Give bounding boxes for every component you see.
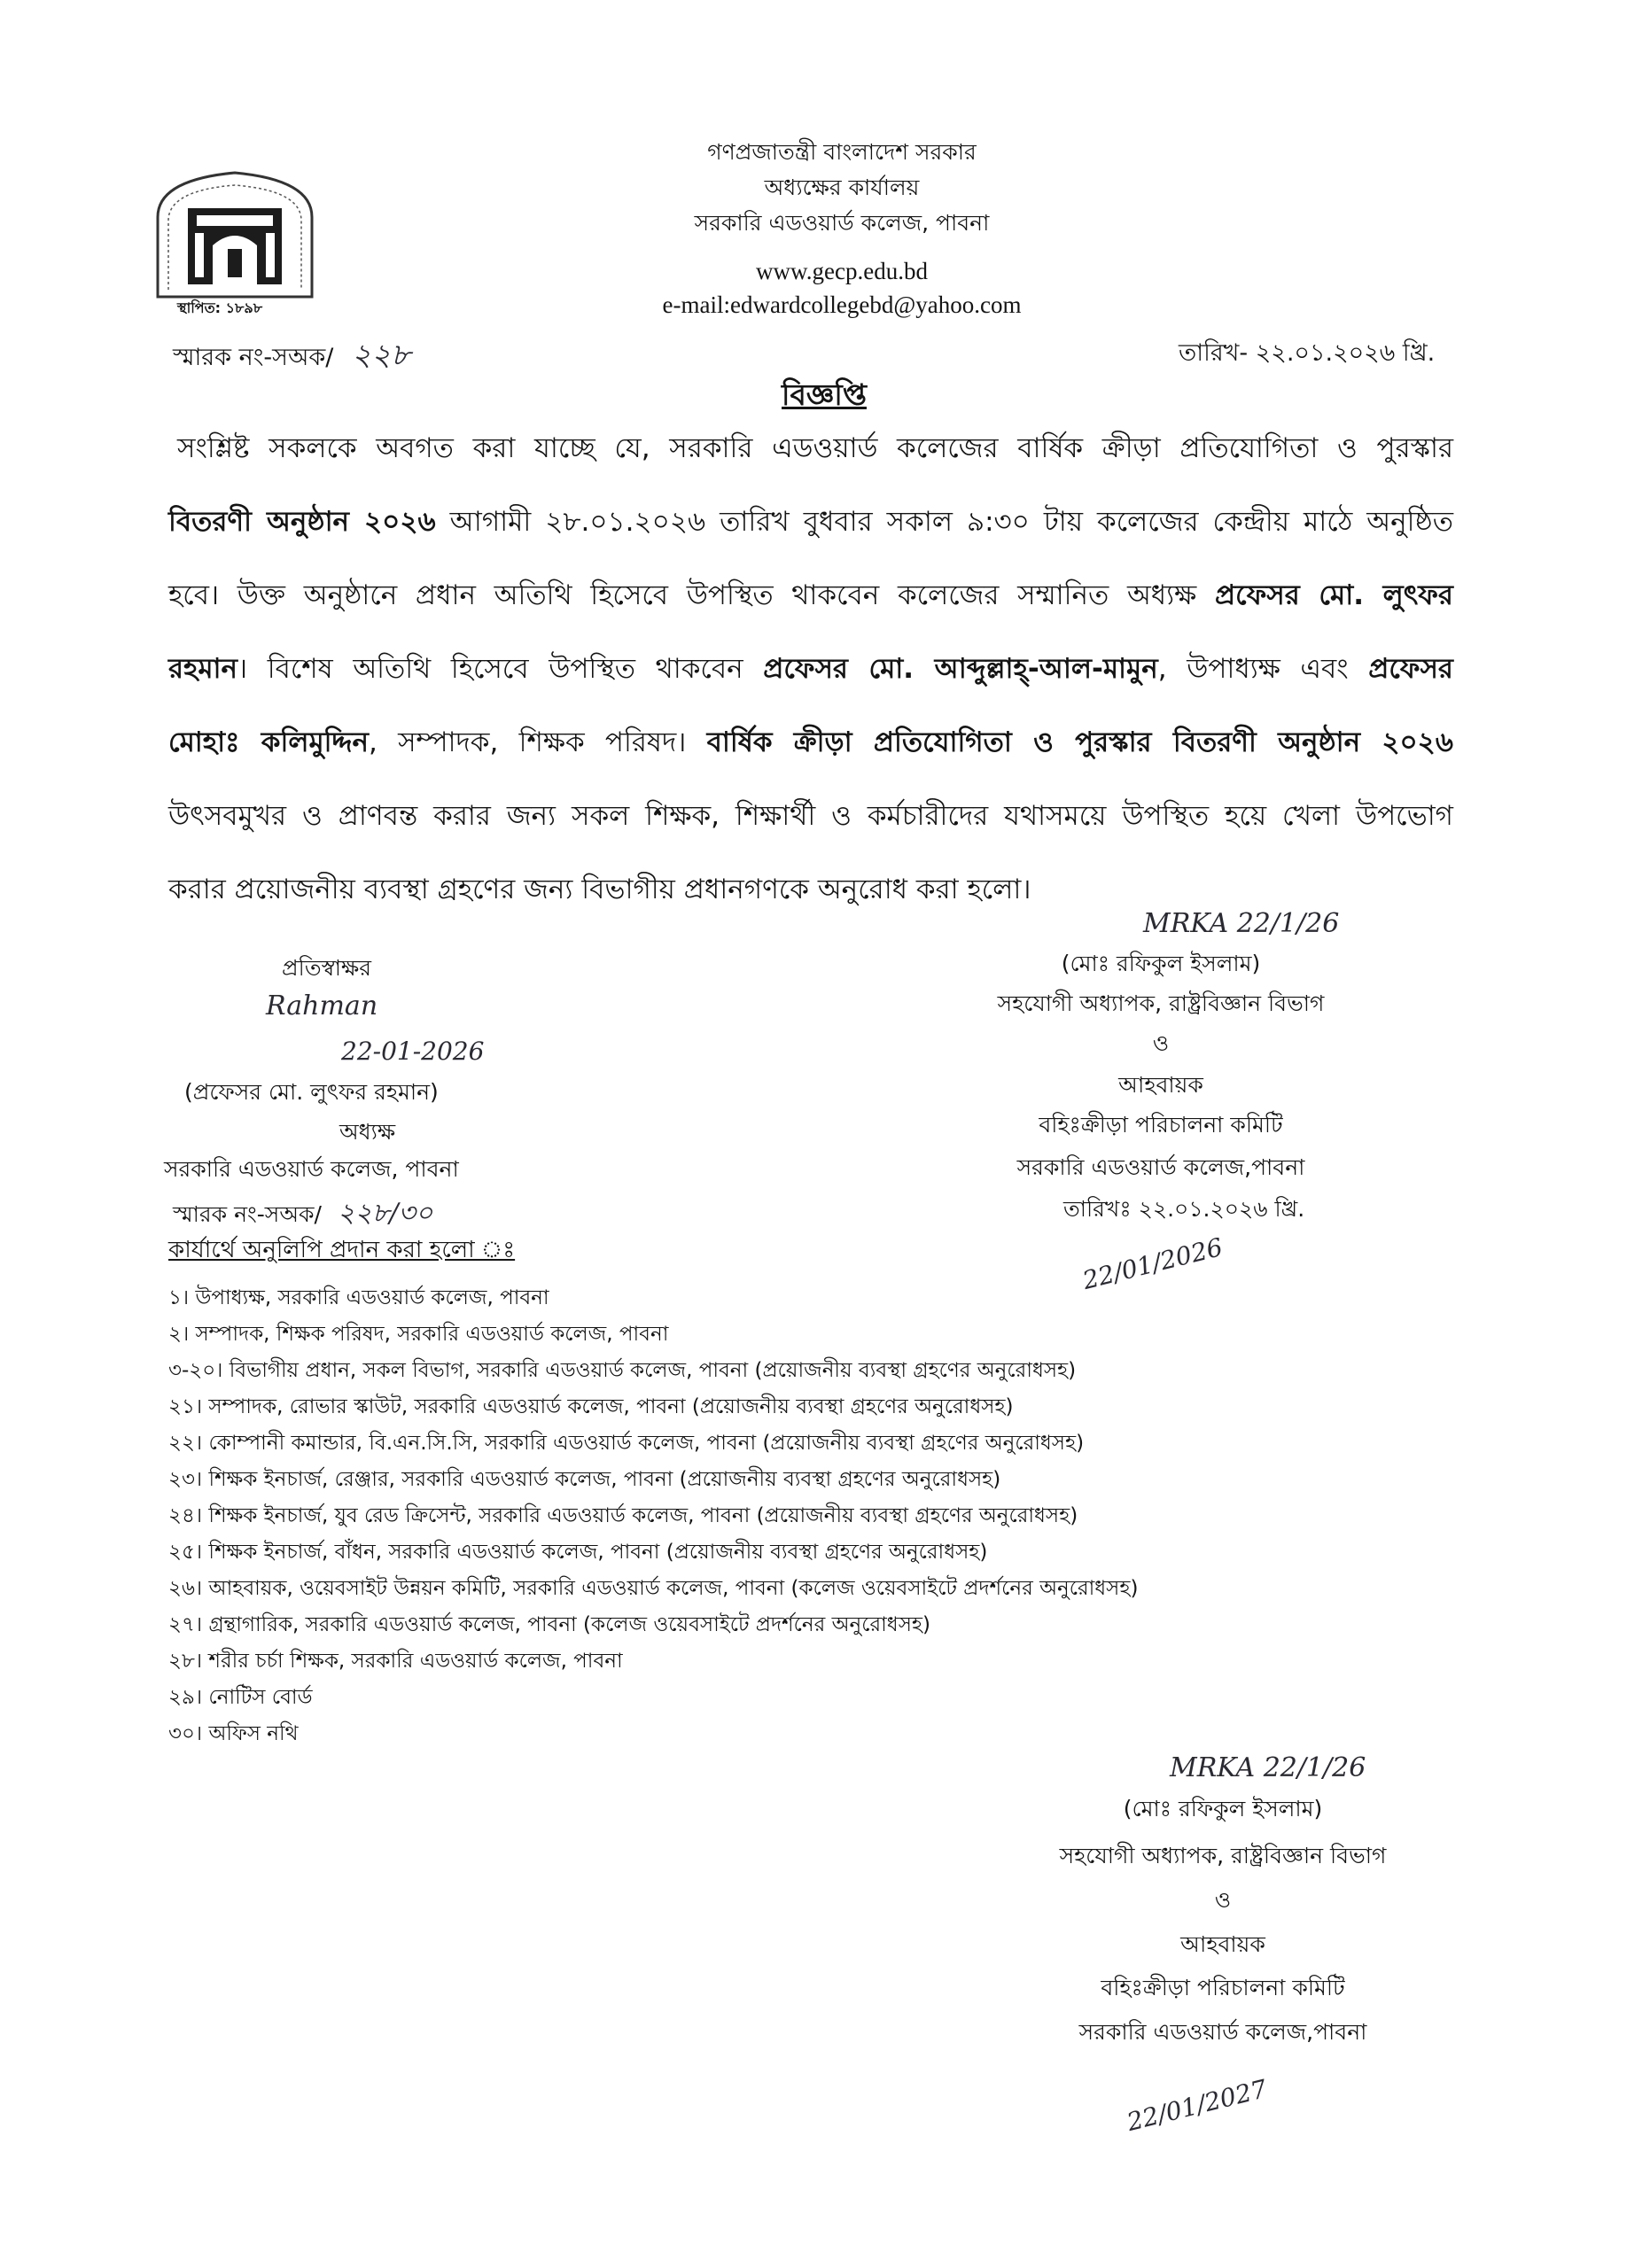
convener-hand-date: 22/01/2026 — [1079, 1231, 1226, 1296]
event-name: বিতরণী অনুষ্ঠান ২০২৬ — [168, 506, 436, 538]
copy-memo-number: ২২৮/৩০ — [337, 1198, 433, 1229]
body-line-2 — [168, 501, 1453, 547]
copy-item-6: ২৩। শিক্ষক ইনচার্জ, রেঞ্জার, সরকারি এডওয়ার্ড কলেজ, পাবনা (প্রয়োজনীয় ব্যবস্থা গ্রহণের অনুরোধসহ) — [168, 1468, 1001, 1491]
header-line-1: গণপ্রজাতন্ত্রী বাংলাদেশ সরকার — [707, 139, 977, 165]
convener-signature-2: MRKA 22/1/26 — [1170, 1752, 1366, 1783]
memo-line — [173, 332, 410, 383]
copy-item-3: ৩-২০। বিভাগীয় প্রধান, সকল বিভাগ, সরকারি এডওয়ার্ড কলেজ, পাবনা (প্রয়োজনীয় ব্যবস্থা গ্রহণের অনুরোধসহ) — [168, 1359, 1077, 1382]
copy-item-11: ২৮। শরীর চর্চা শিক্ষক, সরকারি এডওয়ার্ড কলেজ, পাবনা — [168, 1650, 623, 1673]
memo-number: ২২৮ — [351, 338, 411, 373]
copy-item-2: ২। সম্পাদক, শিক্ষক পরিষদ, সরকারি এডওয়ার্ড কলেজ, পাবনা — [168, 1323, 669, 1346]
memo-label: স্মারক নং-সঅক/ — [173, 344, 334, 371]
special-guest-2-part2: মোহাঃ কলিমুদ্দিন — [168, 726, 369, 758]
principal-title: অধ্যক্ষ — [339, 1119, 396, 1145]
copy-memo-label: স্মারক নং-সঅক/ — [173, 1201, 322, 1227]
body-line-1 — [168, 427, 1453, 473]
copy-item-10: ২৭। গ্রন্থাগারিক, সরকারি এডওয়ার্ড কলেজ, পাবনা (কলেজ ওয়েবসাইটে প্রদর্শনের অনুরোধসহ) — [168, 1613, 930, 1636]
event-name-repeat: বার্ষিক ক্রীড়া প্রতিযোগিতা ও পুরস্কার বিতরণী অনুষ্ঠান ২০২৬ — [706, 726, 1453, 758]
principal-signature-text: Rahman — [266, 990, 378, 1021]
convener-and: ও — [1152, 1030, 1170, 1056]
chief-guest-name-part2: রহমান — [168, 653, 238, 685]
copy-item-9: ২৬। আহবায়ক, ওয়েবসাইট উন্নয়ন কমিটি, সরকারি এডওয়ার্ড কলেজ, পাবনা (কলেজ ওয়েবসাইটে প্রদর্শনের অনুরোধসহ) — [168, 1577, 1139, 1600]
convener-name-2: (মোঃ রফিকুল ইসলাম) — [1123, 1796, 1323, 1821]
header-email: e-mail:edwardcollegebd@yahoo.com — [662, 291, 1022, 318]
convener-org: সরকারি এডওয়ার্ড কলেজ,পাবনা — [1016, 1154, 1305, 1180]
header-line-3: সরকারি এডওয়ার্ড কলেজ, পাবনা — [694, 210, 990, 236]
header-line-2: অধ্যক্ষের কার্যালয় — [764, 175, 920, 200]
copy-item-12: ২৯। নোটিস বোর্ড — [168, 1686, 313, 1709]
body-text-1: সংশ্লিষ্ট সকলকে অবগত করা যাচ্ছে যে, সরকারি এডওয়ার্ড কলেজের বার্ষিক ক্রীড়া প্রতিযোগিতা ও পুরস্কার — [177, 432, 1453, 464]
copy-item-13: ৩০। অফিস নথি — [168, 1722, 299, 1745]
body-text-2: আগামী ২৮.০১.২০২৬ তারিখ বুধবার সকাল ৯:৩০ টায় কলেজের কেন্দ্রীয় মাঠে অনুষ্ঠিত — [435, 506, 1453, 538]
convener-signature: MRKA 22/1/26 — [1143, 908, 1340, 939]
convener-date: তারিখঃ ২২.০১.২০২৬ খ্রি. — [1063, 1196, 1305, 1222]
copy-heading: কার্যার্থে অনুলিপি প্রদান করা হলো ঃ — [168, 1237, 516, 1263]
convener-hand-date-2: 22/01/2027 — [1124, 2073, 1270, 2138]
body-text-3: হবে। উক্ত অনুষ্ঠানে প্রধান অতিথি হিসেবে উপস্থিত থাকবেন কলেজের সম্মানিত অধ্যক্ষ — [168, 579, 1215, 611]
copy-item-8: ২৫। শিক্ষক ইনচার্জ, বাঁধন, সরকারি এডওয়ার্ড কলেজ, পাবনা (প্রয়োজনীয় ব্যবস্থা গ্রহণের অনুরোধসহ) — [168, 1541, 988, 1564]
convener-committee-2: বহিঃক্রীড়া পরিচালনা কমিটি — [1101, 1975, 1345, 2000]
principal-signature — [266, 990, 377, 1021]
special-guest-1: প্রফেসর মো. আব্দুল্লাহ্-আল-মামুন — [763, 653, 1158, 685]
body-text-4b: , উপাধ্যক্ষ এবং — [1157, 653, 1369, 685]
convener-name: (মোঃ রফিকুল ইসলাম) — [1061, 951, 1261, 976]
convener-role: আহবায়ক — [1118, 1072, 1203, 1098]
principal-sign-date: 22-01-2026 — [341, 1037, 485, 1066]
college-seal — [142, 164, 328, 315]
countersign-label: প্রতিস্বাক্ষর — [282, 955, 372, 981]
convener-title-2: সহযোগী অধ্যাপক, রাষ্ট্রবিজ্ঞান বিভাগ — [1059, 1843, 1387, 1868]
body-line-4 — [168, 648, 1453, 694]
copy-item-4: ২১। সম্পাদক, রোভার স্কাউট, সরকারি এডওয়ার্ড কলেজ, পাবনা (প্রয়োজনীয় ব্যবস্থা গ্রহণের অনুরোধসহ) — [168, 1395, 1014, 1418]
body-text-5: , সম্পাদক, শিক্ষক পরিষদ। — [368, 726, 707, 758]
special-guest-2-part1: প্রফেসর — [1368, 653, 1453, 685]
notice-date: তারিখ- ২২.০১.২০২৬ খ্রি. — [1179, 339, 1436, 367]
principal-name: (প্রফেসর মো. লুৎফর রহমান) — [184, 1079, 439, 1105]
body-line-6 — [168, 795, 1453, 841]
body-text-4a: । বিশেষ অতিথি হিসেবে উপস্থিত থাকবেন — [237, 653, 764, 685]
convener-role-2: আহবায়ক — [1180, 1931, 1265, 1957]
chief-guest-name-part1: প্রফেসর মো. লুৎফর — [1215, 579, 1453, 611]
seal-emblem-icon — [142, 164, 328, 315]
convener-title: সহযোগী অধ্যাপক, রাষ্ট্রবিজ্ঞান বিভাগ — [997, 990, 1325, 1016]
principal-org: সরকারি এডওয়ার্ড কলেজ, পাবনা — [164, 1156, 459, 1182]
header-website: www.gecp.edu.bd — [756, 258, 928, 284]
copy-memo-line — [173, 1192, 432, 1237]
body-line-3 — [168, 574, 1453, 620]
body-line-5 — [168, 721, 1453, 767]
copy-item-7: ২৪। শিক্ষক ইনচার্জ, যুব রেড ক্রিসেন্ট, সরকারি এডওয়ার্ড কলেজ, পাবনা (প্রয়োজনীয় ব্যবস্থা গ্রহণের অনুরোধসহ) — [168, 1504, 1078, 1527]
seal-text: স্থাপিত: ১৮৯৮ — [177, 299, 263, 316]
copy-item-1: ১। উপাধ্যক্ষ, সরকারি এডওয়ার্ড কলেজ, পাবনা — [168, 1286, 549, 1309]
convener-org-2: সরকারি এডওয়ার্ড কলেজ,পাবনা — [1078, 2019, 1367, 2045]
copy-item-5: ২২। কোম্পানী কমান্ডার, বি.এন.সি.সি, সরকারি এডওয়ার্ড কলেজ, পাবনা (প্রয়োজনীয় ব্যবস্থা গ্রহণের অনুরোধসহ) — [168, 1432, 1085, 1455]
convener-committee: বহিঃক্রীড়া পরিচালনা কমিটি — [1039, 1112, 1283, 1138]
convener-and-2: ও — [1214, 1887, 1232, 1913]
body-text-7: করার প্রয়োজনীয় ব্যবস্থা গ্রহণের জন্য বিভাগীয় প্রধানগণকে অনুরোধ করা হলো। — [168, 874, 1031, 905]
notice-title: বিজ্ঞপ্তি — [782, 377, 867, 412]
body-text-6: উৎসবমুখর ও প্রাণবন্ত করার জন্য সকল শিক্ষক, শিক্ষার্থী ও কর্মচারীদের যথাসময়ে উপস্থিত হয়ে খেলা উপভোগ — [168, 800, 1453, 832]
